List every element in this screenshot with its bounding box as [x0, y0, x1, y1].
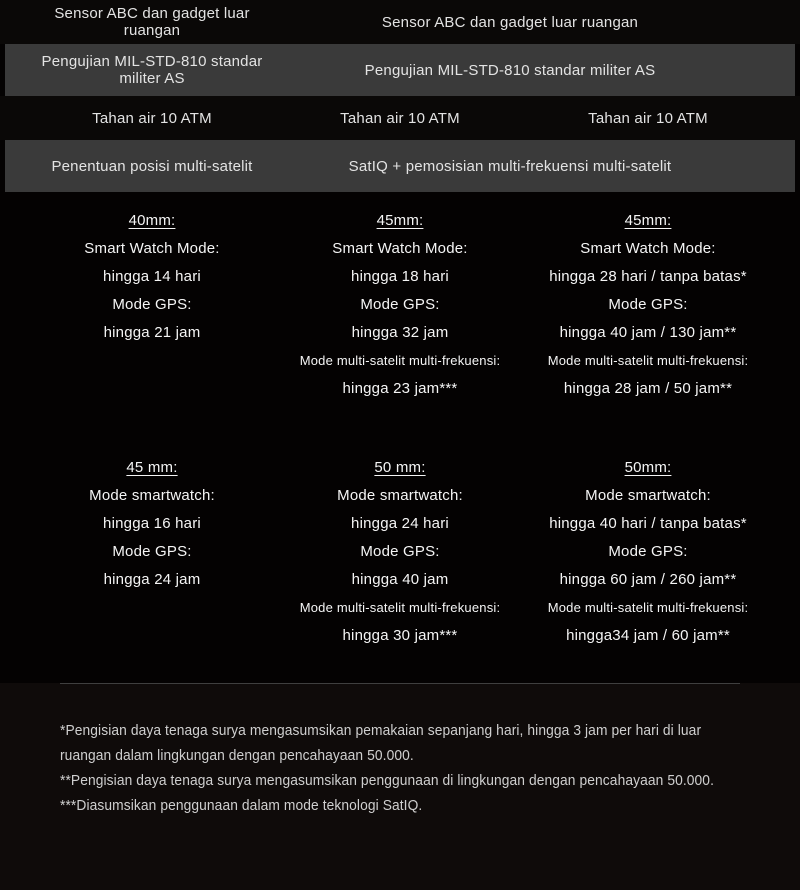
feature-cell: Tahan air 10 ATM	[588, 109, 708, 127]
battery-line: Mode multi-satelit multi-frekuensi:	[299, 352, 501, 368]
battery-line: Mode GPS:	[360, 295, 440, 313]
size-heading: 50 mm:	[374, 458, 426, 476]
battery-line: Mode multi-satelit multi-frekuensi:	[299, 599, 501, 615]
battery-line: hingga 32 jam	[351, 323, 449, 341]
battery-line: Mode GPS:	[112, 295, 192, 313]
size-heading: 45 mm:	[126, 458, 178, 476]
battery-line: Smart Watch Mode:	[332, 239, 468, 257]
battery-column	[28, 206, 276, 346]
battery-line: hingga 28 hari / tanpa batas*	[549, 267, 747, 285]
feature-cell: Pengujian MIL-STD-810 standar militer AS	[364, 61, 656, 79]
battery-line: hingga 14 hari	[103, 267, 201, 285]
size-heading: 45mm:	[376, 211, 424, 229]
battery-line: hingga 40 jam	[351, 570, 449, 588]
feature-cell: Penentuan posisi multi-satelit	[51, 157, 253, 175]
size-heading: 50mm:	[624, 458, 672, 476]
footnotes-list	[60, 684, 740, 818]
battery-line: Mode GPS:	[360, 542, 440, 560]
battery-line: hingga 24 jam	[103, 570, 201, 588]
battery-line: Smart Watch Mode:	[84, 239, 220, 257]
battery-line: hingga 40 jam / 130 jam**	[559, 323, 737, 341]
feature-bar-satellite	[5, 140, 795, 192]
battery-line: Mode GPS:	[608, 295, 688, 313]
footnote-solar-usage: **Pengisian daya tenaga surya mengasumsikan penggunaan di lingkungan dengan pencahayaan 50.000.	[60, 772, 715, 789]
feature-cell: Tahan air 10 ATM	[340, 109, 460, 127]
battery-column	[524, 206, 772, 402]
battery-line: hingga 40 hari / tanpa batas*	[549, 514, 747, 532]
battery-line: hingga34 jam / 60 jam**	[566, 626, 730, 644]
size-heading: 45mm:	[624, 211, 672, 229]
battery-line: hingga 30 jam***	[342, 626, 458, 644]
feature-cell: Sensor ABC dan gadget luar ruangan	[54, 5, 250, 39]
battery-block-1	[0, 192, 800, 402]
battery-line: hingga 24 hari	[351, 514, 449, 532]
battery-line: hingga 16 hari	[103, 514, 201, 532]
battery-column	[524, 453, 772, 649]
footnotes-section	[0, 683, 800, 890]
battery-block-2	[0, 402, 800, 649]
battery-column	[28, 453, 276, 593]
battery-line: Mode GPS:	[608, 542, 688, 560]
battery-line: hingga 23 jam***	[342, 379, 458, 397]
feature-bar-milstd	[5, 44, 795, 96]
battery-life-section	[0, 192, 800, 649]
battery-line: Mode smartwatch:	[585, 486, 711, 504]
feature-bar-sensors	[0, 0, 800, 44]
battery-line: hingga 18 hari	[351, 267, 449, 285]
feature-cell: Tahan air 10 ATM	[92, 109, 212, 127]
battery-line: hingga 28 jam / 50 jam**	[563, 379, 733, 397]
battery-line: hingga 60 jam / 260 jam**	[559, 570, 737, 588]
feature-cell: Pengujian MIL-STD-810 standar militer AS	[41, 53, 263, 87]
footnote-solar-all-day: *Pengisian daya tenaga surya mengasumsikan pemakaian sepanjang hari, hingga 3 jam per hari di luar ruangan dalam lingkungan dengan pencahayaan 50.000.	[60, 722, 702, 764]
battery-line: Mode smartwatch:	[337, 486, 463, 504]
battery-column	[276, 453, 524, 649]
battery-line: Mode multi-satelit multi-frekuensi:	[547, 352, 749, 368]
feature-cell: SatIQ + pemosisian multi-frekuensi multi-satelit	[348, 157, 672, 175]
feature-bar-water-rating	[0, 96, 800, 140]
battery-line: Smart Watch Mode:	[580, 239, 716, 257]
battery-line: Mode GPS:	[112, 542, 192, 560]
battery-line: Mode smartwatch:	[89, 486, 215, 504]
feature-comparison-bars	[0, 0, 800, 192]
feature-cell: Sensor ABC dan gadget luar ruangan	[381, 13, 639, 31]
battery-column	[276, 206, 524, 402]
size-heading: 40mm:	[128, 211, 176, 229]
battery-line: hingga 21 jam	[103, 323, 201, 341]
battery-line: Mode multi-satelit multi-frekuensi:	[547, 599, 749, 615]
footnote-satiq: ***Diasumsikan penggunaan dalam mode teknologi SatIQ.	[60, 797, 423, 814]
